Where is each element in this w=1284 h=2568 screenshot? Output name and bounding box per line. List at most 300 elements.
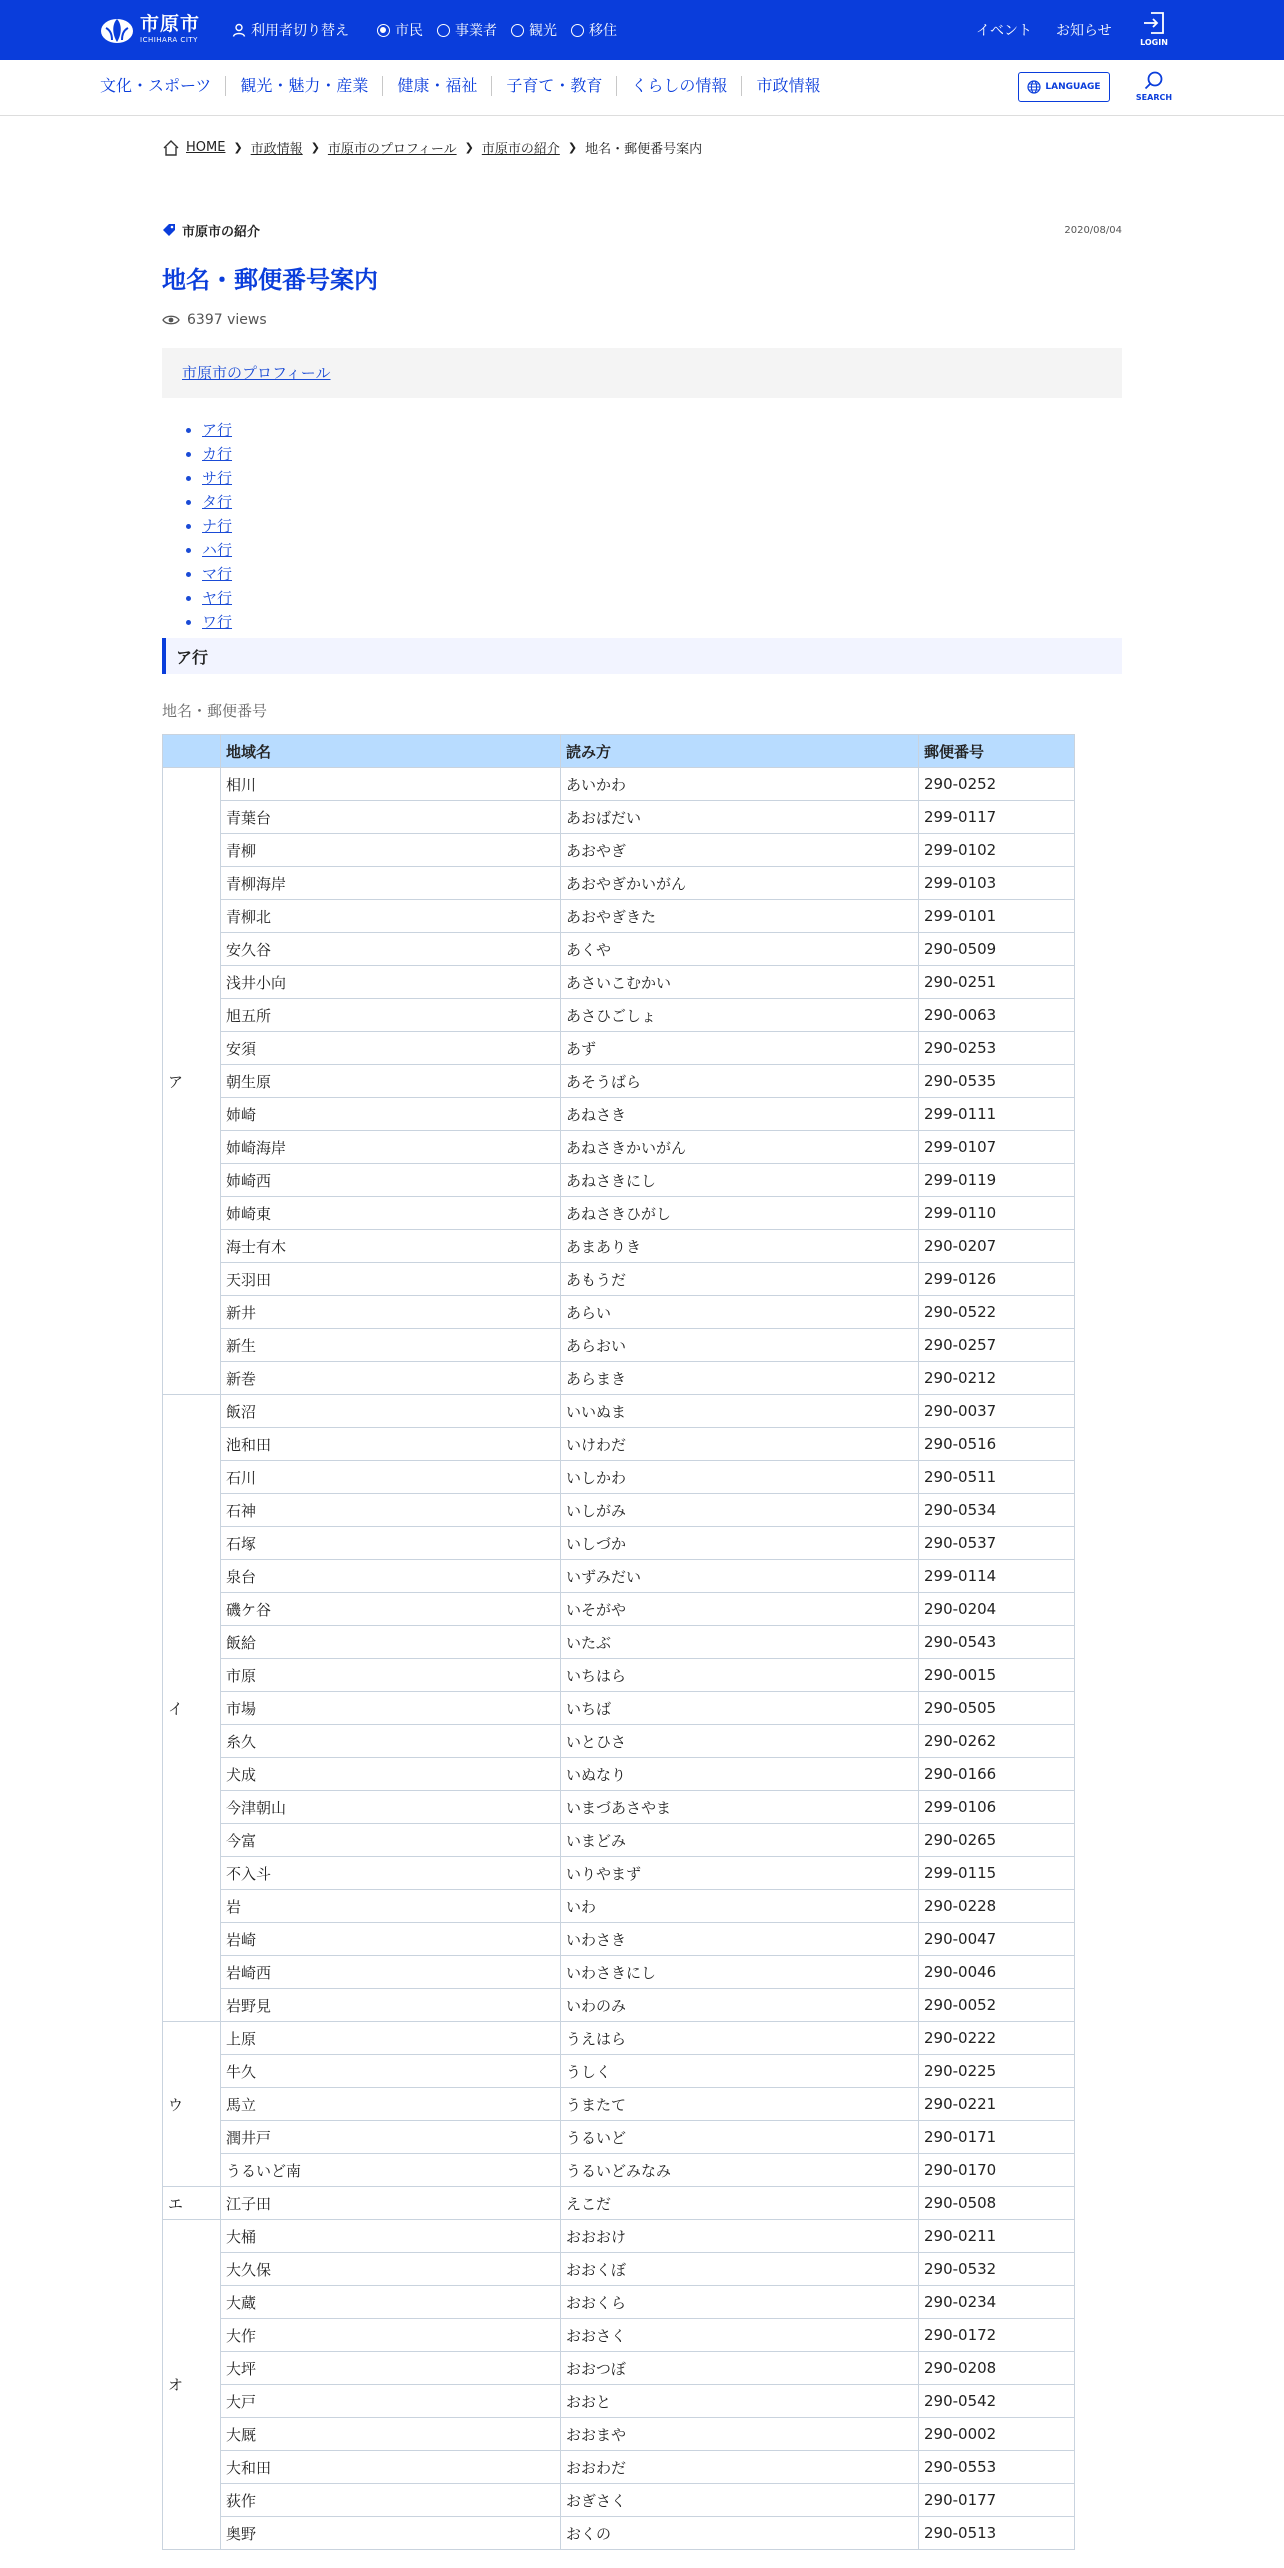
table-row [163,1527,1075,1560]
area-name-cell: 石塚 [221,1527,561,1560]
reading-cell: いけわだ [561,1428,919,1461]
user-type-label: 事業者 [455,23,497,39]
area-name-cell: 青柳 [221,834,561,867]
user-type-radio-group [377,20,617,40]
reading-cell: いたぶ [561,1626,919,1659]
column-header-area: 地域名 [221,735,561,768]
reading-cell: おおくら [561,2286,919,2319]
area-name-cell: 大蔵 [221,2286,561,2319]
reading-cell: いぬなり [561,1758,919,1791]
area-name-cell: 新巻 [221,1362,561,1395]
zip-code-cell: 290-0252 [919,768,1075,801]
zip-code-cell: 290-0522 [919,1296,1075,1329]
area-name-cell: 相川 [221,768,561,801]
radio-icon [437,24,450,37]
zip-code-cell: 290-0171 [919,2121,1075,2154]
breadcrumb-current: 地名・郵便番号案内 [585,142,703,157]
area-name-cell: 青葉台 [221,801,561,834]
table-body [163,768,1075,2550]
kana-group-cell: オ [163,2220,221,2550]
breadcrumb-city-intro[interactable]: 市原市の紹介 [481,142,560,157]
user-type-label: 観光 [529,23,557,39]
breadcrumb-home[interactable]: HOME [186,140,226,155]
kana-link-ma[interactable]: マ行 [202,565,233,583]
reading-cell: いまづあさやま [561,1791,919,1824]
reading-cell: いしかわ [561,1461,919,1494]
reading-cell: おぎさく [561,2484,919,2517]
reading-cell: あおやぎかいがん [561,867,919,900]
zip-code-cell: 290-0537 [919,1527,1075,1560]
area-name-cell: 安久谷 [221,933,561,966]
reading-cell: あまありき [561,1230,919,1263]
global-nav [0,60,1284,116]
reading-cell: いまどみ [561,1824,919,1857]
reading-cell: あねさき [561,1098,919,1131]
area-name-cell: 旭五所 [221,999,561,1032]
reading-cell: うるいど [561,2121,919,2154]
reading-cell: うまたて [561,2088,919,2121]
area-name-cell: 大作 [221,2319,561,2352]
zip-code-cell: 290-0553 [919,2451,1075,2484]
table-row [163,1593,1075,1626]
table-row [163,933,1075,966]
table-row [163,1923,1075,1956]
eye-icon [162,314,180,326]
table-row [163,1362,1075,1395]
table-row [163,1725,1075,1758]
reading-cell: あおやぎ [561,834,919,867]
zip-code-cell: 290-0511 [919,1461,1075,1494]
category-label: 市原市の紹介 [182,224,261,240]
user-switch-label [232,20,349,40]
postal-code-table [162,734,1075,2550]
top-bar [0,0,1284,60]
zip-code-cell: 290-0063 [919,999,1075,1032]
reading-cell: いそがや [561,1593,919,1626]
table-row [163,2517,1075,2550]
area-name-cell: 姉崎東 [221,1197,561,1230]
nav-item-city-admin[interactable]: 市政情報 [741,76,834,96]
radio-icon [571,24,584,37]
area-name-cell: 青柳海岸 [221,867,561,900]
list-item [202,466,1122,490]
area-name-cell: 上原 [221,2022,561,2055]
reading-cell: あねさきひがし [561,1197,919,1230]
reading-cell: いちば [561,1692,919,1725]
reading-cell: いずみだい [561,1560,919,1593]
area-name-cell: 大桶 [221,2220,561,2253]
zip-code-cell: 290-0212 [919,1362,1075,1395]
zip-code-cell: 299-0103 [919,867,1075,900]
nav-item-culture-sports[interactable]: 文化・スポーツ [100,76,212,95]
table-header-row [163,735,1075,768]
kana-index-list [162,418,1122,634]
list-item [202,562,1122,586]
news-link[interactable]: お知らせ [1056,23,1112,39]
zip-code-cell: 290-0047 [919,1923,1075,1956]
chevron-right-icon: ❯ [310,141,320,154]
nav-item-living-info[interactable]: くらしの情報 [616,76,741,96]
zip-code-cell: 290-0508 [919,2187,1075,2220]
table-row [163,2187,1075,2220]
reading-cell: あくや [561,933,919,966]
reading-cell: おおくぼ [561,2253,919,2286]
table-row [163,2088,1075,2121]
reading-cell: おくの [561,2517,919,2550]
area-name-cell: 市場 [221,1692,561,1725]
table-row [163,1560,1075,1593]
zip-code-cell: 299-0111 [919,1098,1075,1131]
reading-cell: いいぬま [561,1395,919,1428]
table-row [163,1890,1075,1923]
zip-code-cell: 290-0170 [919,2154,1075,2187]
reading-cell: あねさきにし [561,1164,919,1197]
table-row [163,1824,1075,1857]
nav-item-childcare-education[interactable]: 子育て・教育 [491,76,616,96]
table-row [163,999,1075,1032]
area-name-cell: 岩 [221,1890,561,1923]
table-caption: 地名・郵便番号 [162,702,268,720]
area-name-cell: 大厩 [221,2418,561,2451]
reading-cell: うしく [561,2055,919,2088]
reading-cell: あそうばら [561,1065,919,1098]
zip-code-cell: 290-0262 [919,1725,1075,1758]
area-name-cell: 市原 [221,1659,561,1692]
zip-code-cell: 290-0543 [919,1626,1075,1659]
user-type-radio-relocation[interactable] [571,20,617,40]
nav-item-tourism-industry[interactable]: 観光・魅力・産業 [225,76,382,96]
reading-cell: おおと [561,2385,919,2418]
table-row [163,867,1075,900]
kana-link-a[interactable]: ア行 [202,421,233,439]
table-row [163,1956,1075,1989]
user-type-label: 市民 [395,23,423,39]
kana-link-ta[interactable]: タ行 [202,493,233,511]
event-link[interactable]: イベント [976,23,1032,39]
reading-cell: うるいどみなみ [561,2154,919,2187]
user-type-radio-citizen[interactable] [377,20,423,40]
zip-code-cell: 290-0516 [919,1428,1075,1461]
table-row [163,1461,1075,1494]
zip-code-cell: 290-0211 [919,2220,1075,2253]
breadcrumb [162,138,702,157]
table-row [163,834,1075,867]
reading-cell: いりやまず [561,1857,919,1890]
column-header-reading: 読み方 [561,735,919,768]
reading-cell: あもうだ [561,1263,919,1296]
zip-code-cell: 290-0037 [919,1395,1075,1428]
reading-cell: あねさきかいがん [561,1131,919,1164]
login-button[interactable] [1132,10,1176,47]
reading-cell: おおつぼ [561,2352,919,2385]
chevron-right-icon: ❯ [567,141,578,154]
globe-icon [1027,80,1041,94]
zip-code-cell: 290-0177 [919,2484,1075,2517]
zip-code-cell: 290-0234 [919,2286,1075,2319]
table-row [163,1164,1075,1197]
area-name-cell: 今富 [221,1824,561,1857]
table-row [163,1230,1075,1263]
area-name-cell: 海士有木 [221,1230,561,1263]
zip-code-cell: 290-0208 [919,2352,1075,2385]
main-content [162,220,1122,2550]
breadcrumb-city-admin[interactable]: 市政情報 [250,142,303,157]
view-count [162,310,1122,330]
zip-code-cell: 290-0222 [919,2022,1075,2055]
area-name-cell: 天羽田 [221,1263,561,1296]
reading-cell: いしがみ [561,1494,919,1527]
radio-selected-icon [377,24,390,37]
profile-link[interactable]: 市原市のプロフィール [182,364,331,382]
list-item [202,442,1122,466]
table-row [163,2055,1075,2088]
table-row [163,1659,1075,1692]
person-icon [232,23,246,37]
zip-code-cell: 290-0221 [919,2088,1075,2121]
list-item [202,514,1122,538]
reading-cell: おおさく [561,2319,919,2352]
logo-subtitle: ICHIHARA CITY [140,35,198,44]
table-row [163,2220,1075,2253]
area-name-cell: 不入斗 [221,1857,561,1890]
user-type-radio-business[interactable] [437,20,497,40]
reading-cell: えこだ [561,2187,919,2220]
table-row [163,2253,1075,2286]
reading-cell: あいかわ [561,768,919,801]
kana-group-cell: エ [163,2187,221,2220]
section-heading: ア行 [162,638,1122,674]
zip-code-cell: 299-0110 [919,1197,1075,1230]
table-row [163,1791,1075,1824]
table-row [163,1395,1075,1428]
user-switch-text: 利用者切り替え [251,23,349,39]
table-row [163,1263,1075,1296]
zip-code-cell: 290-0265 [919,1824,1075,1857]
area-name-cell: 糸久 [221,1725,561,1758]
zip-code-cell: 290-0204 [919,1593,1075,1626]
area-name-cell: 今津朝山 [221,1791,561,1824]
reading-cell: おおおけ [561,2220,919,2253]
kana-link-ha[interactable]: ハ行 [202,541,233,559]
zip-code-cell: 299-0106 [919,1791,1075,1824]
logo-name: 市原市 [140,12,201,35]
kana-link-ya[interactable]: ヤ行 [202,589,233,607]
area-name-cell: 泉台 [221,1560,561,1593]
zip-code-cell: 299-0107 [919,1131,1075,1164]
zip-code-cell: 290-0002 [919,2418,1075,2451]
area-name-cell: 浅井小向 [221,966,561,999]
zip-code-cell: 290-0207 [919,1230,1075,1263]
breadcrumb-city-profile[interactable]: 市原市のプロフィール [327,142,457,157]
table-row [163,1065,1075,1098]
chevron-right-icon: ❯ [464,141,474,154]
table-row [163,801,1075,834]
reading-cell: あおやぎきた [561,900,919,933]
zip-code-cell: 290-0257 [919,1329,1075,1362]
nav-menu [100,76,834,96]
reading-cell: いわのみ [561,1989,919,2022]
zip-code-cell: 290-0166 [919,1758,1075,1791]
view-count-text: 6397 views [187,312,267,328]
area-name-cell: 犬成 [221,1758,561,1791]
area-name-cell: 荻作 [221,2484,561,2517]
area-name-cell: 石神 [221,1494,561,1527]
table-row [163,966,1075,999]
zip-code-cell: 290-0225 [919,2055,1075,2088]
table-row [163,2418,1075,2451]
zip-code-cell: 299-0114 [919,1560,1075,1593]
area-name-cell: 新井 [221,1296,561,1329]
table-row [163,2154,1075,2187]
home-icon [162,139,180,157]
kana-link-wa[interactable]: ワ行 [202,613,233,631]
related-link-box [162,348,1122,398]
search-button[interactable] [1130,70,1178,102]
kana-group-cell: イ [163,1395,221,2022]
user-type-radio-tourism[interactable] [511,20,557,40]
area-name-cell: 青柳北 [221,900,561,933]
zip-code-cell: 290-0052 [919,1989,1075,2022]
area-name-cell: 岩崎西 [221,1956,561,1989]
radio-icon [511,24,524,37]
area-name-cell: 姉崎 [221,1098,561,1131]
area-name-cell: 大和田 [221,2451,561,2484]
zip-code-cell: 290-0505 [919,1692,1075,1725]
zip-code-cell: 290-0253 [919,1032,1075,1065]
area-name-cell: 江子田 [221,2187,561,2220]
area-name-cell: 新生 [221,1329,561,1362]
page-title: 地名・郵便番号案内 [162,266,378,294]
list-item [202,586,1122,610]
zip-code-cell: 299-0117 [919,801,1075,834]
kana-link-na[interactable]: ナ行 [202,517,233,535]
area-name-cell: 奥野 [221,2517,561,2550]
area-name-cell: 大戸 [221,2385,561,2418]
reading-cell: あさいこむかい [561,966,919,999]
list-item [202,610,1122,634]
zip-code-cell: 299-0102 [919,834,1075,867]
login-icon [1141,10,1167,36]
area-name-cell: 磯ケ谷 [221,1593,561,1626]
table-row [163,1032,1075,1065]
kana-link-sa[interactable]: サ行 [202,469,233,487]
zip-code-cell: 299-0126 [919,1263,1075,1296]
table-row [163,2286,1075,2319]
reading-cell: あらおい [561,1329,919,1362]
table-row [163,1428,1075,1461]
area-name-cell: 池和田 [221,1428,561,1461]
zip-code-cell: 290-0509 [919,933,1075,966]
reading-cell: いとひさ [561,1725,919,1758]
area-name-cell: 岩崎 [221,1923,561,1956]
table-row [163,2121,1075,2154]
zip-code-cell: 299-0119 [919,1164,1075,1197]
language-label: LANGUAGE [1045,82,1101,92]
area-name-cell: 潤井戸 [221,2121,561,2154]
chevron-right-icon: ❯ [233,141,243,154]
reading-cell: あず [561,1032,919,1065]
zip-code-cell: 290-0535 [919,1065,1075,1098]
list-item [202,490,1122,514]
area-name-cell: 石川 [221,1461,561,1494]
zip-code-cell: 290-0534 [919,1494,1075,1527]
table-row [163,1329,1075,1362]
area-name-cell: 姉崎西 [221,1164,561,1197]
area-name-cell: 岩野見 [221,1989,561,2022]
reading-cell: いちはら [561,1659,919,1692]
kana-group-cell: ウ [163,2022,221,2187]
reading-cell: あさひごしょ [561,999,919,1032]
zip-code-cell: 299-0101 [919,900,1075,933]
table-row [163,1989,1075,2022]
table-row [163,2484,1075,2517]
zip-code-cell: 290-0046 [919,1956,1075,1989]
table-row [163,2319,1075,2352]
list-item [202,538,1122,562]
category-tag[interactable] [162,221,260,240]
table-row [163,1857,1075,1890]
list-item [202,418,1122,442]
zip-code-cell: 290-0015 [919,1659,1075,1692]
table-row [163,1626,1075,1659]
table-row [163,1131,1075,1164]
top-links [976,20,1112,40]
tag-icon [162,223,176,237]
area-name-cell: 飯給 [221,1626,561,1659]
zip-code-cell: 290-0172 [919,2319,1075,2352]
reading-cell: あらまき [561,1362,919,1395]
table-row [163,1197,1075,1230]
table-row [163,1296,1075,1329]
area-name-cell: 牛久 [221,2055,561,2088]
group-header [163,735,221,768]
language-button[interactable] [1018,72,1110,102]
area-name-cell: 朝生原 [221,1065,561,1098]
area-name-cell: 姉崎海岸 [221,1131,561,1164]
reading-cell: あらい [561,1296,919,1329]
table-row [163,2451,1075,2484]
reading-cell: いしづか [561,1527,919,1560]
reading-cell: うえはら [561,2022,919,2055]
area-name-cell: 飯沼 [221,1395,561,1428]
area-name-cell: うるいど南 [221,2154,561,2187]
publish-date: 2020/08/04 [1064,224,1122,236]
zip-code-cell: 290-0251 [919,966,1075,999]
table-row [163,1494,1075,1527]
kana-link-ka[interactable]: カ行 [202,445,233,463]
zip-code-cell: 290-0532 [919,2253,1075,2286]
table-row [163,1692,1075,1725]
search-icon [1143,70,1165,92]
table-row [163,2385,1075,2418]
reading-cell: いわさき [561,1923,919,1956]
reading-cell: あおばだい [561,801,919,834]
city-logo[interactable] [100,14,200,44]
table-row [163,768,1075,801]
table-row [163,900,1075,933]
reading-cell: いわさきにし [561,1956,919,1989]
zip-code-cell: 290-0228 [919,1890,1075,1923]
reading-cell: いわ [561,1890,919,1923]
table-row [163,1098,1075,1131]
table-row [163,2022,1075,2055]
area-name-cell: 馬立 [221,2088,561,2121]
area-name-cell: 安須 [221,1032,561,1065]
search-label: SEARCH [1135,93,1173,102]
nav-item-health-welfare[interactable]: 健康・福祉 [382,76,491,96]
area-name-cell: 大坪 [221,2352,561,2385]
zip-code-cell: 290-0542 [919,2385,1075,2418]
